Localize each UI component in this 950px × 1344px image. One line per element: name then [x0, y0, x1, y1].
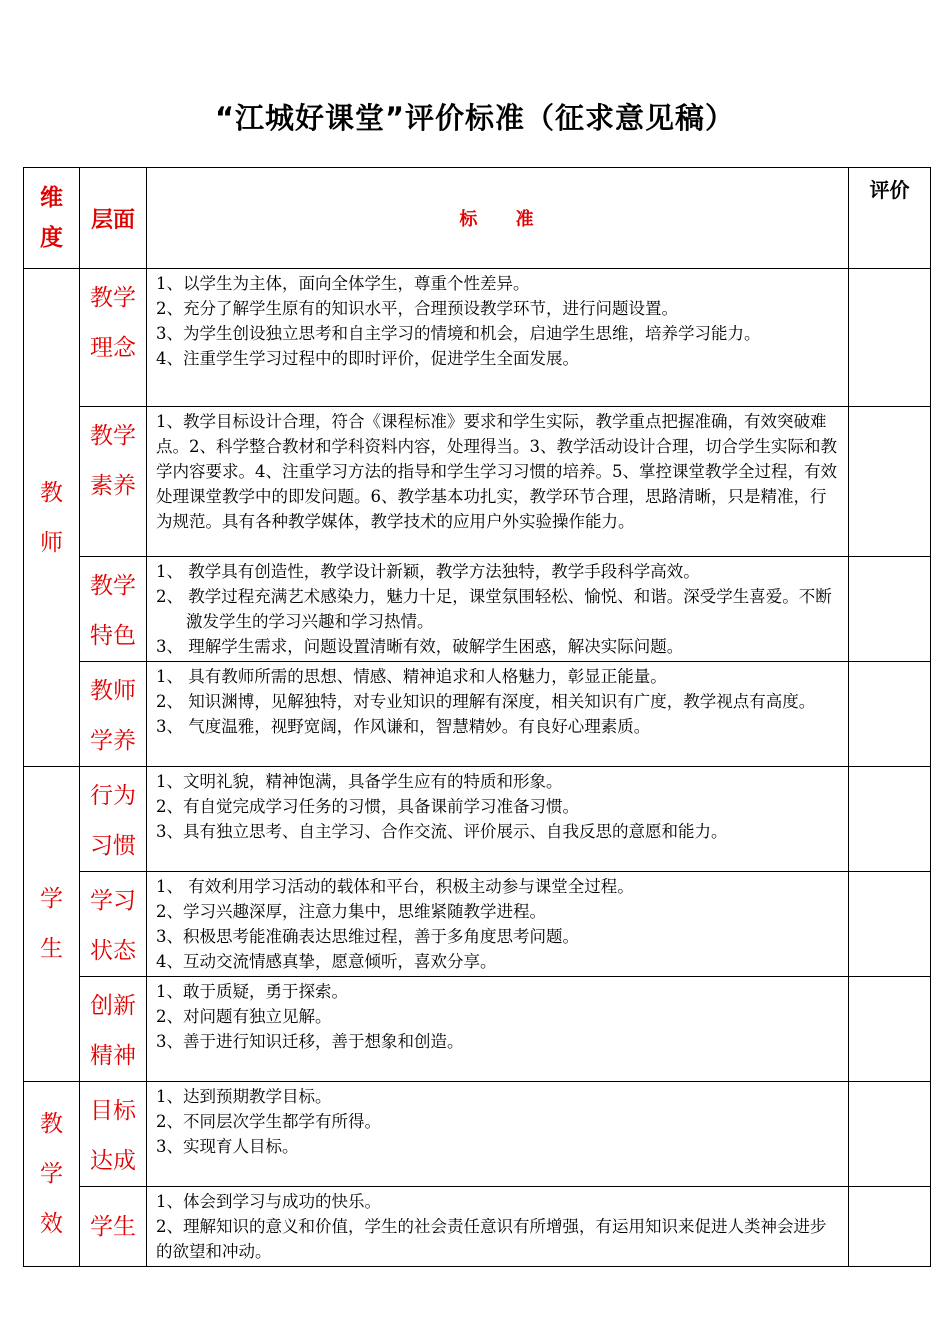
evaluation-cell[interactable]	[849, 872, 931, 977]
table-row	[24, 1187, 931, 1267]
standard-item: 2、有自觉完成学习任务的习惯，具备课前学习准备习惯。	[156, 797, 579, 816]
layer-teaching-philosophy: 教学 理念	[80, 269, 147, 407]
standard-cell	[147, 767, 849, 872]
header-evaluation: 评价	[849, 168, 931, 269]
standard-cell	[147, 407, 849, 557]
table-row	[24, 662, 931, 767]
header-standard: 标 准	[147, 168, 849, 269]
table-row	[24, 872, 931, 977]
standard-paragraph: 1、教学目标设计合理，符合《课程标准》要求和学生实际，教学重点把握准确，有效突破难点。2、科学整合教材和学科资料内容，处理得当。3、教学活动设计合理，切合学生实际和教学内容要求。4、注重学习方法的指导和学生学习习惯的培养。5、掌控课堂教学全过程，有效处理课堂教学中的即发问题。6、教学基本功扎实，教学环节合理，思路清晰，只是精准，行为规范。具有各种教学媒体，教学技术的应用户外实验操作能力。	[156, 412, 837, 531]
layer-students: 学生	[80, 1187, 147, 1267]
table-row	[24, 407, 931, 557]
standard-cell	[147, 557, 849, 662]
standard-cell	[147, 1082, 849, 1187]
standard-cell	[147, 872, 849, 977]
table-header-row	[24, 168, 931, 269]
standard-item: 3、善于进行知识迁移，善于想象和创造。	[156, 1032, 464, 1051]
standard-item: 1、达到预期教学目标。	[156, 1087, 332, 1106]
table-row	[24, 557, 931, 662]
standard-item: 1、以学生为主体，面向全体学生，尊重个性差异。	[156, 274, 530, 293]
table-row	[24, 269, 931, 407]
dimension-teacher: 教 师	[24, 269, 80, 767]
standard-item: 1、 教学具有创造性，教学设计新颖，教学方法独特，教学手段科学高效。	[156, 562, 700, 581]
standard-item: 2、 知识渊博，见解独特，对专业知识的理解有深度，相关知识有广度，教学视点有高度。	[156, 692, 816, 711]
standard-item: 1、体会到学习与成功的快乐。	[156, 1192, 381, 1211]
standard-item: 1、文明礼貌，精神饱满，具备学生应有的特质和形象。	[156, 772, 563, 791]
standard-item: 1、 具有教师所需的思想、情感、精神追求和人格魅力，彰显正能量。	[156, 667, 667, 686]
layer-teaching-features: 教学 特色	[80, 557, 147, 662]
dimension-student: 学 生	[24, 767, 80, 1082]
standard-cell	[147, 1187, 849, 1267]
standard-item: 1、 有效利用学习活动的载体和平台，积极主动参与课堂全过程。	[156, 877, 634, 896]
dimension-teaching-effect: 教 学 效	[24, 1082, 80, 1267]
evaluation-cell[interactable]	[849, 1187, 931, 1267]
standard-item: 1、敢于质疑，勇于探索。	[156, 982, 348, 1001]
standard-item: 4、注重学生学习过程中的即时评价，促进学生全面发展。	[156, 349, 579, 368]
standard-item: 2、不同层次学生都学有所得。	[156, 1112, 381, 1131]
table-row	[24, 977, 931, 1082]
evaluation-cell[interactable]	[849, 1082, 931, 1187]
evaluation-table	[23, 167, 931, 1267]
standard-item: 3、 气度温雅，视野宽阔，作风谦和，智慧精妙。有良好心理素质。	[156, 717, 651, 736]
standard-item: 3、具有独立思考、自主学习、合作交流、评价展示、自我反思的意愿和能力。	[156, 822, 728, 841]
standard-cell	[147, 977, 849, 1082]
evaluation-cell[interactable]	[849, 557, 931, 662]
evaluation-cell[interactable]	[849, 269, 931, 407]
standard-item: 2、对问题有独立见解。	[156, 1007, 332, 1026]
layer-innovation-spirit: 创新 精神	[80, 977, 147, 1082]
evaluation-cell[interactable]	[849, 407, 931, 557]
standard-item: 3、为学生创设独立思考和自主学习的情境和机会，启迪学生思维，培养学习能力。	[156, 324, 761, 343]
table-row	[24, 767, 931, 872]
standard-item: 2、充分了解学生原有的知识水平，合理预设教学环节，进行问题设置。	[156, 299, 678, 318]
standard-cell	[147, 662, 849, 767]
table-row	[24, 1082, 931, 1187]
standard-item: 2、理解知识的意义和价值，学生的社会责任意识有所增强，有运用知识来促进人类神会进步的欲望和冲动。	[156, 1217, 827, 1261]
standard-item: 2、 教学过程充满艺术感染力，魅力十足，课堂氛围轻松、愉悦、和谐。深受学生喜爱。不断激发学生的学习兴趣和学习热情。	[156, 587, 832, 631]
layer-learning-state: 学习 状态	[80, 872, 147, 977]
standard-item: 3、 理解学生需求，问题设置清晰有效，破解学生困惑，解决实际问题。	[156, 637, 684, 656]
layer-goal-achievement: 目标 达成	[80, 1082, 147, 1187]
standard-item: 3、实现育人目标。	[156, 1137, 299, 1156]
header-layer: 层面	[80, 168, 147, 269]
layer-behavior-habits: 行为 习惯	[80, 767, 147, 872]
evaluation-cell[interactable]	[849, 767, 931, 872]
standard-item: 2、学习兴趣深厚，注意力集中，思维紧随教学进程。	[156, 902, 546, 921]
standard-item: 4、互动交流情感真挚，愿意倾听，喜欢分享。	[156, 952, 497, 971]
layer-teaching-competence: 教学 素养	[80, 407, 147, 557]
evaluation-cell[interactable]	[849, 977, 931, 1082]
evaluation-cell[interactable]	[849, 662, 931, 767]
standard-item: 3、积极思考能准确表达思维过程，善于多角度思考问题。	[156, 927, 579, 946]
document-title: “江城好课堂”评价标准（征求意见稿）	[214, 101, 736, 135]
layer-teacher-cultivation: 教师 学养	[80, 662, 147, 767]
standard-cell	[147, 269, 849, 407]
header-dimension: 维 度	[24, 168, 80, 269]
